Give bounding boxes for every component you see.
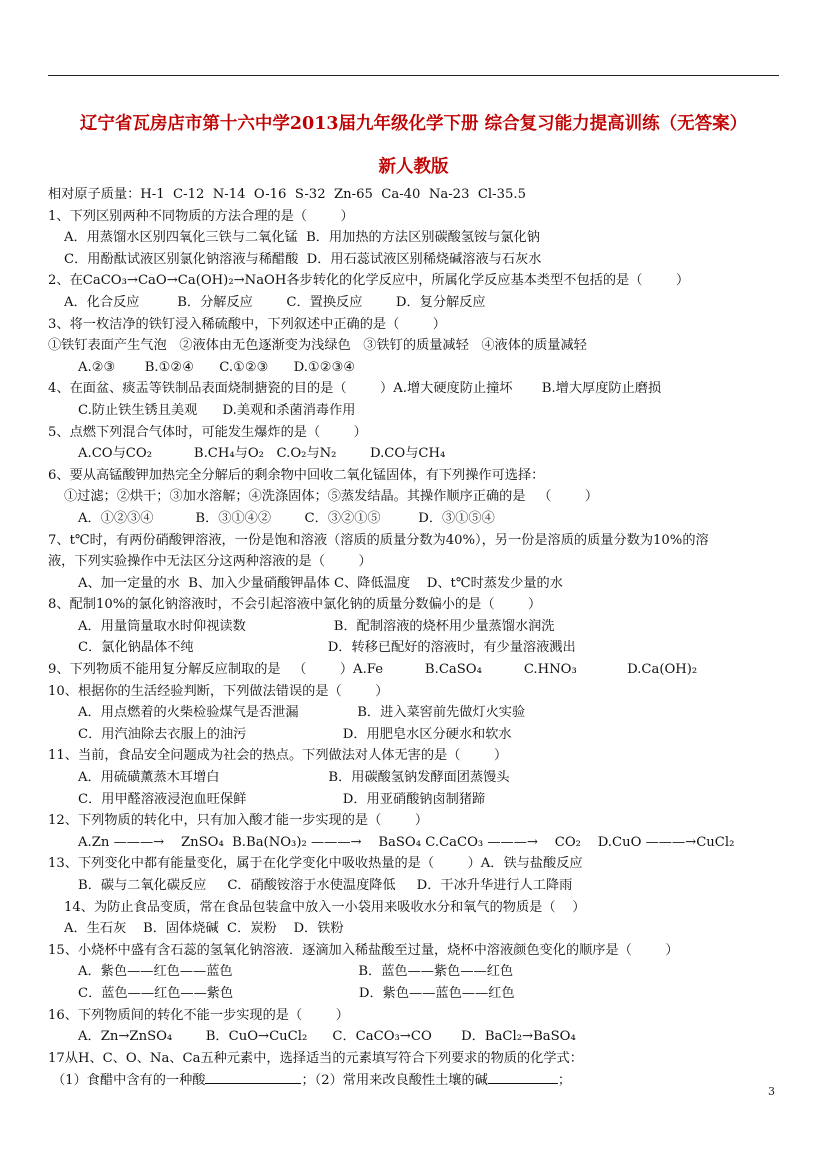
question-5-options: A.CO与CO₂ B.CH₄与O₂ C.O₂与N₂ D.CO与CH₄	[78, 446, 446, 462]
question-2: 2、在CaCO₃→CaO→Ca(OH)₂→NaOH各步转化的化学反应中，所属化学反应基本类型不包括的是（ ）	[48, 273, 690, 289]
question-5: 5、点燃下列混合气体时，可能发生爆炸的是（ ）	[48, 424, 367, 440]
question-17: 17从H、C、O、Na、Ca五种元素中，选择适当的元素填写符合下列要求的物质的化学式：	[48, 1050, 583, 1066]
question-8-options-ab: A．用量筒量取水时仰视读数 B．配制溶液的烧杯用少量蒸馏水润洗	[78, 618, 555, 634]
question-6-operations: ①过滤；②烘干；③加水溶解；④洗涤固体；⑤蒸发结晶。其操作顺序正确的是 （ ）	[64, 489, 599, 505]
question-13: 13、下列变化中都有能量变化，属于在化学变化中吸收热量的是（ ）A．铁与盐酸反应	[48, 856, 583, 872]
question-9: 9、下列物质不能用复分解反应制取的是 （ ）A.Fe B.CaSO₄ C.HNO₃ D.Ca(OH)₂	[48, 662, 698, 678]
atomic-mass-line: 相对原子质量：H-1 C-12 N-14 O-16 S-32 Zn-65 Ca-40 Na-23 Cl-35.5	[48, 187, 526, 202]
question-14-options: A．生石灰 B．固体烧碱 C．炭粉 D．铁粉	[64, 921, 344, 937]
answer-blank-2[interactable]	[488, 1069, 558, 1084]
question-1: 1、下列区别两种不同物质的方法合理的是（ ）	[48, 208, 354, 224]
question-1-options-ab: A．用蒸馏水区别四氧化三铁与二氧化锰 B．用加热的方法区别碳酸氢铵与氯化钠	[64, 230, 540, 246]
question-8: 8、配制10%的氯化钠溶液时，不会引起溶液中氯化钠的质量分数偏小的是（ ）	[48, 597, 542, 613]
document-title: 辽宁省瓦房店市第十六中学2013届九年级化学下册 综合复习能力提高训练（无答案）	[79, 114, 748, 134]
question-11-options-cd: C．用甲醛溶液浸泡血旺保鲜 D．用亚硝酸钠卤制猪蹄	[78, 791, 486, 807]
question-3: 3、将一枚洁净的铁钉浸入稀硫酸中，下列叙述中正确的是（ ）	[48, 316, 446, 332]
document-body	[48, 184, 788, 1091]
question-11-options-ab: A．用硫磺薰蒸木耳增白 B．用碳酸氢钠发酵面团蒸馒头	[78, 770, 510, 786]
question-14: 14、为防止食品变质，常在食品包装盒中放入一小袋用来吸收水分和氧气的物质是（ ）	[64, 899, 586, 915]
question-10-options-cd: C．用汽油除去衣服上的油污 D．用肥皂水区分硬水和软水	[78, 726, 512, 742]
question-16-options: A．Zn→ZnSO₄ B．CuO→CuCl₂ C．CaCO₃→CO D．BaCl₂→BaSO₄	[78, 1029, 576, 1045]
question-12-options: A.Zn ———→ ZnSO₄ B.Ba(NO₃)₂ ———→ BaSO₄ C.CaCO₃ ———→ CO₂ D.CuO ———→CuCl₂	[78, 834, 735, 850]
question-16: 16、下列物质间的转化不能一步实现的是（ ）	[48, 1007, 349, 1023]
question-3-statements: ①铁钉表面产生气泡 ②液体由无色逐渐变为浅绿色 ③铁钉的质量减轻 ④液体的质量减轻	[48, 338, 587, 354]
question-1-options-cd: C．用酚酞试液区别氯化钠溶液与稀醋酸 D．用石蕊试液区别稀烧碱溶液与石灰水	[64, 251, 542, 267]
question-15: 15、小烧杯中盛有含石蕊的氢氧化钠溶液．逐滴加入稀盐酸至过量，烧杯中溶液颜色变化的顺序是（ ）	[48, 942, 679, 958]
question-15-options-cd: C．蓝色——红色——紫色 D．紫色——蓝色——红色	[78, 985, 515, 1001]
question-3-options: A.②③ B.①②④ C.①②③ D.①②③④	[78, 359, 356, 375]
question-8-options-cd: C．氯化钠晶体不纯 D．转移已配好的溶液时，有少量溶液溅出	[78, 640, 576, 656]
document-subtitle: 新人教版	[378, 157, 449, 177]
page-number: 3	[768, 1085, 775, 1098]
question-6-options: A．①②③④ B．③①④② C．③②①⑤ D．③①⑤④	[78, 510, 495, 526]
question-7-cont: 液，下列实验操作中无法区分这两种溶液的是（ ）	[48, 554, 372, 570]
question-7: 7、t℃时，有两份硝酸钾溶液，一份是饱和溶液（溶质的质量分数为40%），另一份是溶质的质量分数为10%的溶	[48, 532, 709, 548]
question-10-options-ab: A．用点燃着的火柴检验煤气是否泄漏 B．进入菜窖前先做灯火实验	[78, 705, 526, 721]
answer-blank-1[interactable]	[205, 1069, 301, 1084]
header-rule	[48, 75, 779, 76]
question-7-options: A、加一定量的水 B、加入少量硝酸钾晶体 C、降低温度 D、t℃时蒸发少量的水	[78, 575, 563, 591]
question-6: 6、要从高锰酸钾加热完全分解后的剩余物中回收二氧化锰固体，有下列操作可选择：	[48, 467, 545, 483]
question-15-options-ab: A．紫色——红色——蓝色 B．蓝色——紫色——红色	[78, 964, 514, 980]
question-2-options: A．化合反应 B．分解反应 C．置换反应 D．复分解反应	[64, 294, 486, 310]
question-17-blanks: （1）食醋中含有的一种酸 ；（2）常用来改良酸性土壤的碱 ；	[48, 1069, 788, 1091]
question-11: 11、当前，食品安全问题成为社会的热点。下列做法对人体无害的是（ ）	[48, 748, 508, 764]
question-10: 10、根据你的生活经验判断，下列做法错误的是（ ）	[48, 683, 389, 699]
question-4: 4、在面盆、痰盂等铁制品表面烧制搪瓷的目的是（ ）A.增大硬度防止撞坏 B.增大厚度防止磨损	[48, 381, 662, 397]
question-4-options-cd: C.防止铁生锈且美观 D.美观和杀菌消毒作用	[78, 402, 356, 418]
question-13-options-bcd: B．碳与二氧化碳反应 C．硝酸铵溶于水使温度降低 D．干冰升华进行人工降雨	[78, 878, 573, 893]
question-12: 12、下列物质的转化中，只有加入酸才能一步实现的是（ ）	[48, 813, 429, 829]
